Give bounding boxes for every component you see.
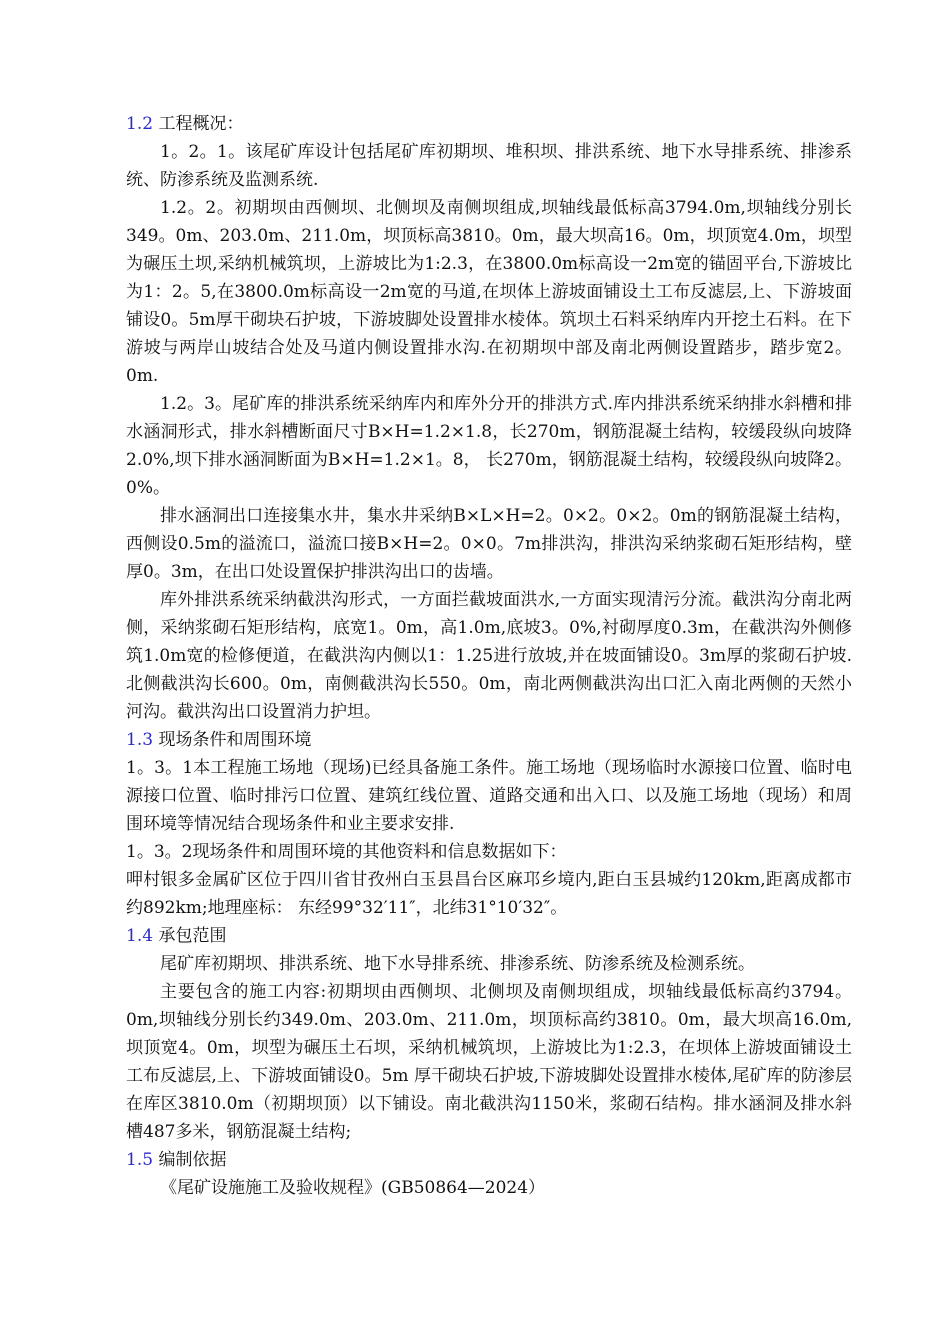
section-heading-1-5 [126, 1146, 852, 1174]
section-number: 1.2 [126, 114, 154, 134]
paragraph-1-2-2: 1.2。2。初期坝由西侧坝、北侧坝及南侧坝组成,坝轴线最低标高3794.0m,坝轴线分别长349。0m、203.0m、211.0m，坝顶标高3810。0m，最大坝高16。0m，坝顶宽4.0m，坝型为碾压土坝,采纳机械筑坝，上游坡比为1:2.3，在3800.0m标高设一2m宽的锚固平台,下游坡比为1：2。5,在3800.0m标高设一2m宽的马道,在坝体上游坡面铺设土工布反滤层,上、下游坡面铺设0。5m厚干砌块石护坡，下游坡脚处设置排水棱体。筑坝土石料采纳库内开挖土石料。在下游坡与两岸山坡结合处及马道内侧设置排水沟.在初期坝中部及南北两侧设置踏步，踏步宽2。0m. [126, 198, 852, 386]
paragraph-construction-content: 主要包含的施工内容:初期坝由西侧坝、北侧坝及南侧坝组成，坝轴线最低标高约3794。0m,坝轴线分别长约349.0m、203.0m、211.0m，坝顶标高约3810。0m，最大坝高16.0m,坝顶宽4。0m，坝型为碾压土石坝，采纳机械筑坝，上游坡比为1:2.3，在坝体上游坡面铺设土工布反滤层,上、下游坡面铺设0。5m 厚干砌块石护坡,下游坡脚处设置排水棱体,尾矿库的防渗层在库区3810.0m（初期坝顶）以下铺设。南北截洪沟1150米，浆砌石结构。排水涵洞及排水斜槽487多米，钢筋混凝土结构; [126, 982, 852, 1142]
section-title: 工程概况： [158, 114, 244, 134]
section-number: 1.3 [126, 730, 154, 750]
paragraph-1-2-1: 1。2。1。该尾矿库设计包括尾矿库初期坝、堆积坝、排洪系统、地下水导排系统、排渗系统、防渗系统及监测系统. [126, 142, 852, 190]
paragraph-1-3-1: 1。3。1本工程施工场地（现场)已经具备施工条件。施工场地（现场临时水源接口位置、临时电源接口位置、临时排污口位置、建筑红线位置、道路交通和出入口、以及施工场地（现场）和周围环境等情况结合现场条件和业主要求安排. [126, 758, 852, 834]
section-heading-1-3 [126, 726, 852, 754]
paragraph-standard: 《尾矿设施施工及验收规程》(GB50864—2024） [160, 1178, 546, 1198]
section-number: 1.5 [126, 1150, 154, 1170]
document-page [126, 110, 852, 1202]
section-title: 现场条件和周围环境 [158, 730, 312, 750]
paragraph-external-drainage: 库外排洪系统采纳截洪沟形式，一方面拦截坡面洪水,一方面实现清污分流。截洪沟分南北两侧，采纳浆砌石矩形结构，底宽1。0m，高1.0m,底坡3。0%,衬砌厚度0.3m，在截洪沟外侧修筑1.0m宽的检修便道，在截洪沟内侧以1：1.25进行放坡,并在坡面铺设0。3m厚的浆砌石护坡.北侧截洪沟长600。0m，南侧截洪沟长550。0m，南北两侧截洪沟出口汇入南北两侧的天然小河沟。截洪沟出口设置消力护坦。 [126, 590, 852, 722]
paragraph-1-2-3: 1.2。3。尾矿库的排洪系统采纳库内和库外分开的排洪方式.库内排洪系统采纳排水斜槽和排水涵洞形式，排水斜槽断面尺寸B×H=1.2×1.8，长270m，钢筋混凝土结构，较缓段纵向坡降2.0%,坝下排水涵洞断面为B×H=1.2×1。8， 长270m，钢筋混凝土结构，较缓段纵向坡降2。0%。 [126, 394, 852, 498]
section-heading-1-2 [126, 110, 852, 138]
section-heading-1-4 [126, 922, 852, 950]
section-title: 编制依据 [158, 1150, 227, 1170]
section-title: 承包范围 [158, 926, 227, 946]
paragraph-1-3-2: 1。3。2现场条件和周围环境的其他资料和信息数据如下： [126, 842, 567, 862]
paragraph-scope: 尾矿库初期坝、排洪系统、地下水导排系统、排渗系统、防渗系统及检测系统。 [160, 954, 755, 974]
section-number: 1.4 [126, 926, 154, 946]
paragraph-drainage-outlet: 排水涵洞出口连接集水井，集水井采纳B×L×H=2。0×2。0×2。0m的钢筋混凝土结构，西侧设0.5m的溢流口，溢流口接B×H=2。0×0。7m排洪沟，排洪沟采纳浆砌石矩形结构，壁厚0。3m，在出口处设置保护排洪沟出口的齿墙。 [126, 506, 852, 582]
paragraph-location: 呷村银多金属矿区位于四川省甘孜州白玉县昌台区麻邛乡境内,距白玉县城约120km,距离成都市约892km;地理座标： 东经99°32′11″，北纬31°10′32″。 [126, 870, 852, 918]
